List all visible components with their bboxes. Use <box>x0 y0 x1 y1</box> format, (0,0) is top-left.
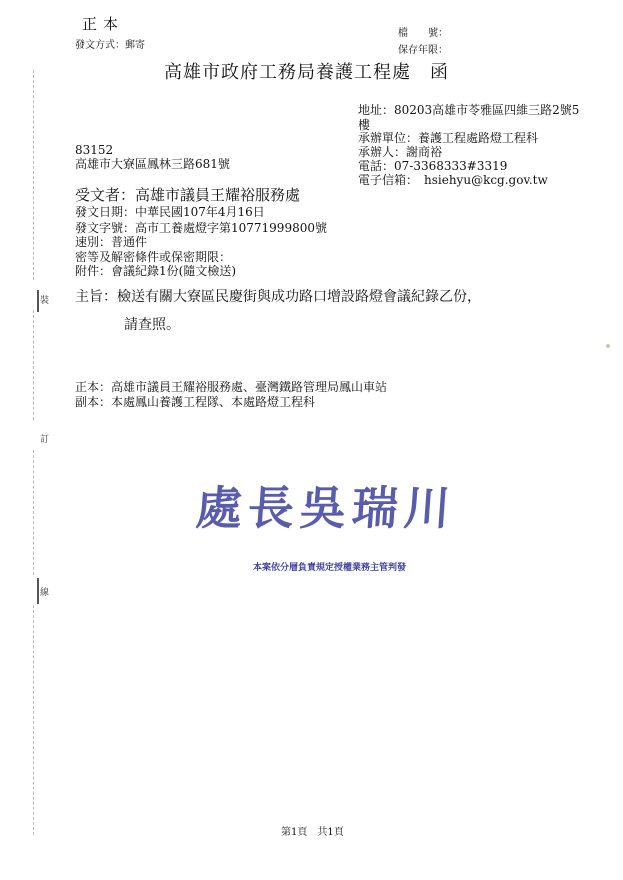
sender-address-cont: 樓 <box>358 118 371 132</box>
binding-line <box>33 605 34 835</box>
handling-person: 承辦人：謝商裕 <box>358 145 443 159</box>
email: 電子信箱： hsiehyu@kcg.gov.tw <box>358 173 548 187</box>
binding-line <box>33 70 34 280</box>
copy-type: 正本 <box>82 15 125 33</box>
page-number: 第1頁 共1頁 <box>281 827 344 838</box>
file-number-label: 檔 號： <box>398 28 448 39</box>
paper-speck <box>606 344 610 348</box>
subject-line-cont: 請查照。 <box>124 317 180 333</box>
binding-tick <box>37 578 39 604</box>
send-method: 發文方式：郵寄 <box>75 40 145 51</box>
authorization-note: 本案依分層負責規定授權業務主管判發 <box>253 563 407 573</box>
subject-line: 主旨：檢送有關大寮區民慶街與成功路口增設路燈會議紀錄乙份， <box>75 289 481 305</box>
copy-recipients: 副本：本處鳳山養護工程隊、本處路燈工程科 <box>75 395 316 409</box>
document-title: 高雄市政府工務局養護工程處 函 <box>164 62 449 83</box>
recipient: 受文者：高雄市議員王耀裕服務處 <box>75 186 301 204</box>
document-number: 發文字號：高市工養處燈字第10771999800號 <box>75 221 327 235</box>
binding-mark-line: 線 <box>40 588 50 598</box>
phone: 電話：07-3368333#3319 <box>358 159 508 173</box>
binding-mark-staple: 訂 <box>40 435 50 445</box>
director-signature-stamp: 處長吳瑞川 <box>194 481 458 535</box>
retention-label: 保存年限： <box>398 45 448 56</box>
binding-line <box>33 310 34 420</box>
attachment: 附件：會議紀錄1份(隨文檢送) <box>75 264 236 278</box>
issue-date: 發文日期：中華民國107年4月16日 <box>75 205 265 219</box>
binding-tick <box>37 290 39 312</box>
binding-line <box>33 450 34 575</box>
delivery-speed: 速別：普通件 <box>75 235 148 249</box>
sender-address: 地址：80203高雄市苓雅區四維三路2號5 <box>358 103 580 117</box>
handling-unit: 承辦單位：養護工程處路燈工程科 <box>358 131 539 145</box>
binding-mark-bind: 裝 <box>40 296 50 306</box>
receiver-address: 高雄市大寮區鳳林三路681號 <box>75 157 230 171</box>
receiver-postal-code: 83152 <box>75 143 114 157</box>
original-recipients: 正本：高雄市議員王耀裕服務處、臺灣鐵路管理局鳳山車站 <box>75 380 388 394</box>
secrecy-level: 密等及解密條件或保密期限： <box>75 250 232 264</box>
